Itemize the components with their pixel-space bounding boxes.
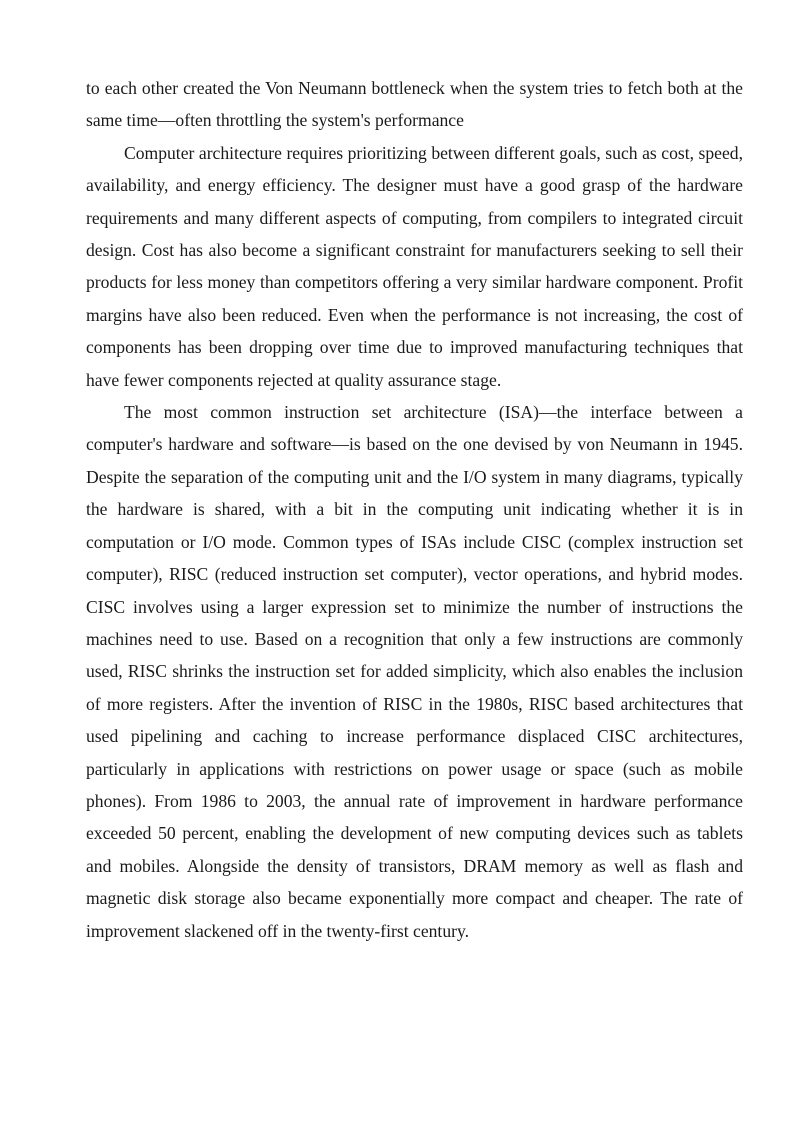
body-text bbox=[86, 72, 743, 947]
paragraph-continuation: to each other created the Von Neumann bottleneck when the system tries to fetch both at the same time—often throttling the system's performance bbox=[86, 78, 743, 131]
paragraph-instruction-set-architecture: The most common instruction set architecture (ISA)—the interface between a computer's hardware and software—is based on the one devised by von Neumann in 1945. Despite the separation of the computing unit and the I/O system in many diagrams, typically the hardware is shared, with a bit in the computing unit indicating whether it is in computation or I/O mode. Common types of ISAs include CISC (complex instruction set computer), RISC (reduced instruction set computer), vector operations, and hybrid modes. CISC involves using a larger expression set to minimize the number of instructions the machines need to use. Based on a recognition that only a few instructions are commonly used, RISC shrinks the instruction set for added simplicity, which also enables the inclusion of more registers. After the invention of RISC in the 1980s, RISC based architectures that used pipelining and caching to increase performance displaced CISC architectures, particularly in applications with restrictions on power usage or space (such as mobile phones). From 1986 to 2003, the annual rate of improvement in hardware performance exceeded 50 percent, enabling the development of new computing devices such as tablets and mobiles. Alongside the density of transistors, DRAM memory as well as flash and magnetic disk storage also became exponentially more compact and cheaper. The rate of improvement slackened off in the twenty-first century. bbox=[86, 402, 743, 941]
paragraph-architecture-goals: Computer architecture requires prioritizing between different goals, such as cost, speed, availability, and energy efficiency. The designer must have a good grasp of the hardware requirements and many different aspects of computing, from compilers to integrated circuit design. Cost has also become a significant constraint for manufacturers seeking to sell their products for less money than competitors offering a very similar hardware component. Profit margins have also been reduced. Even when the performance is not increasing, the cost of components has been dropping over time due to improved manufacturing techniques that have fewer components rejected at quality assurance stage. bbox=[86, 142, 743, 390]
